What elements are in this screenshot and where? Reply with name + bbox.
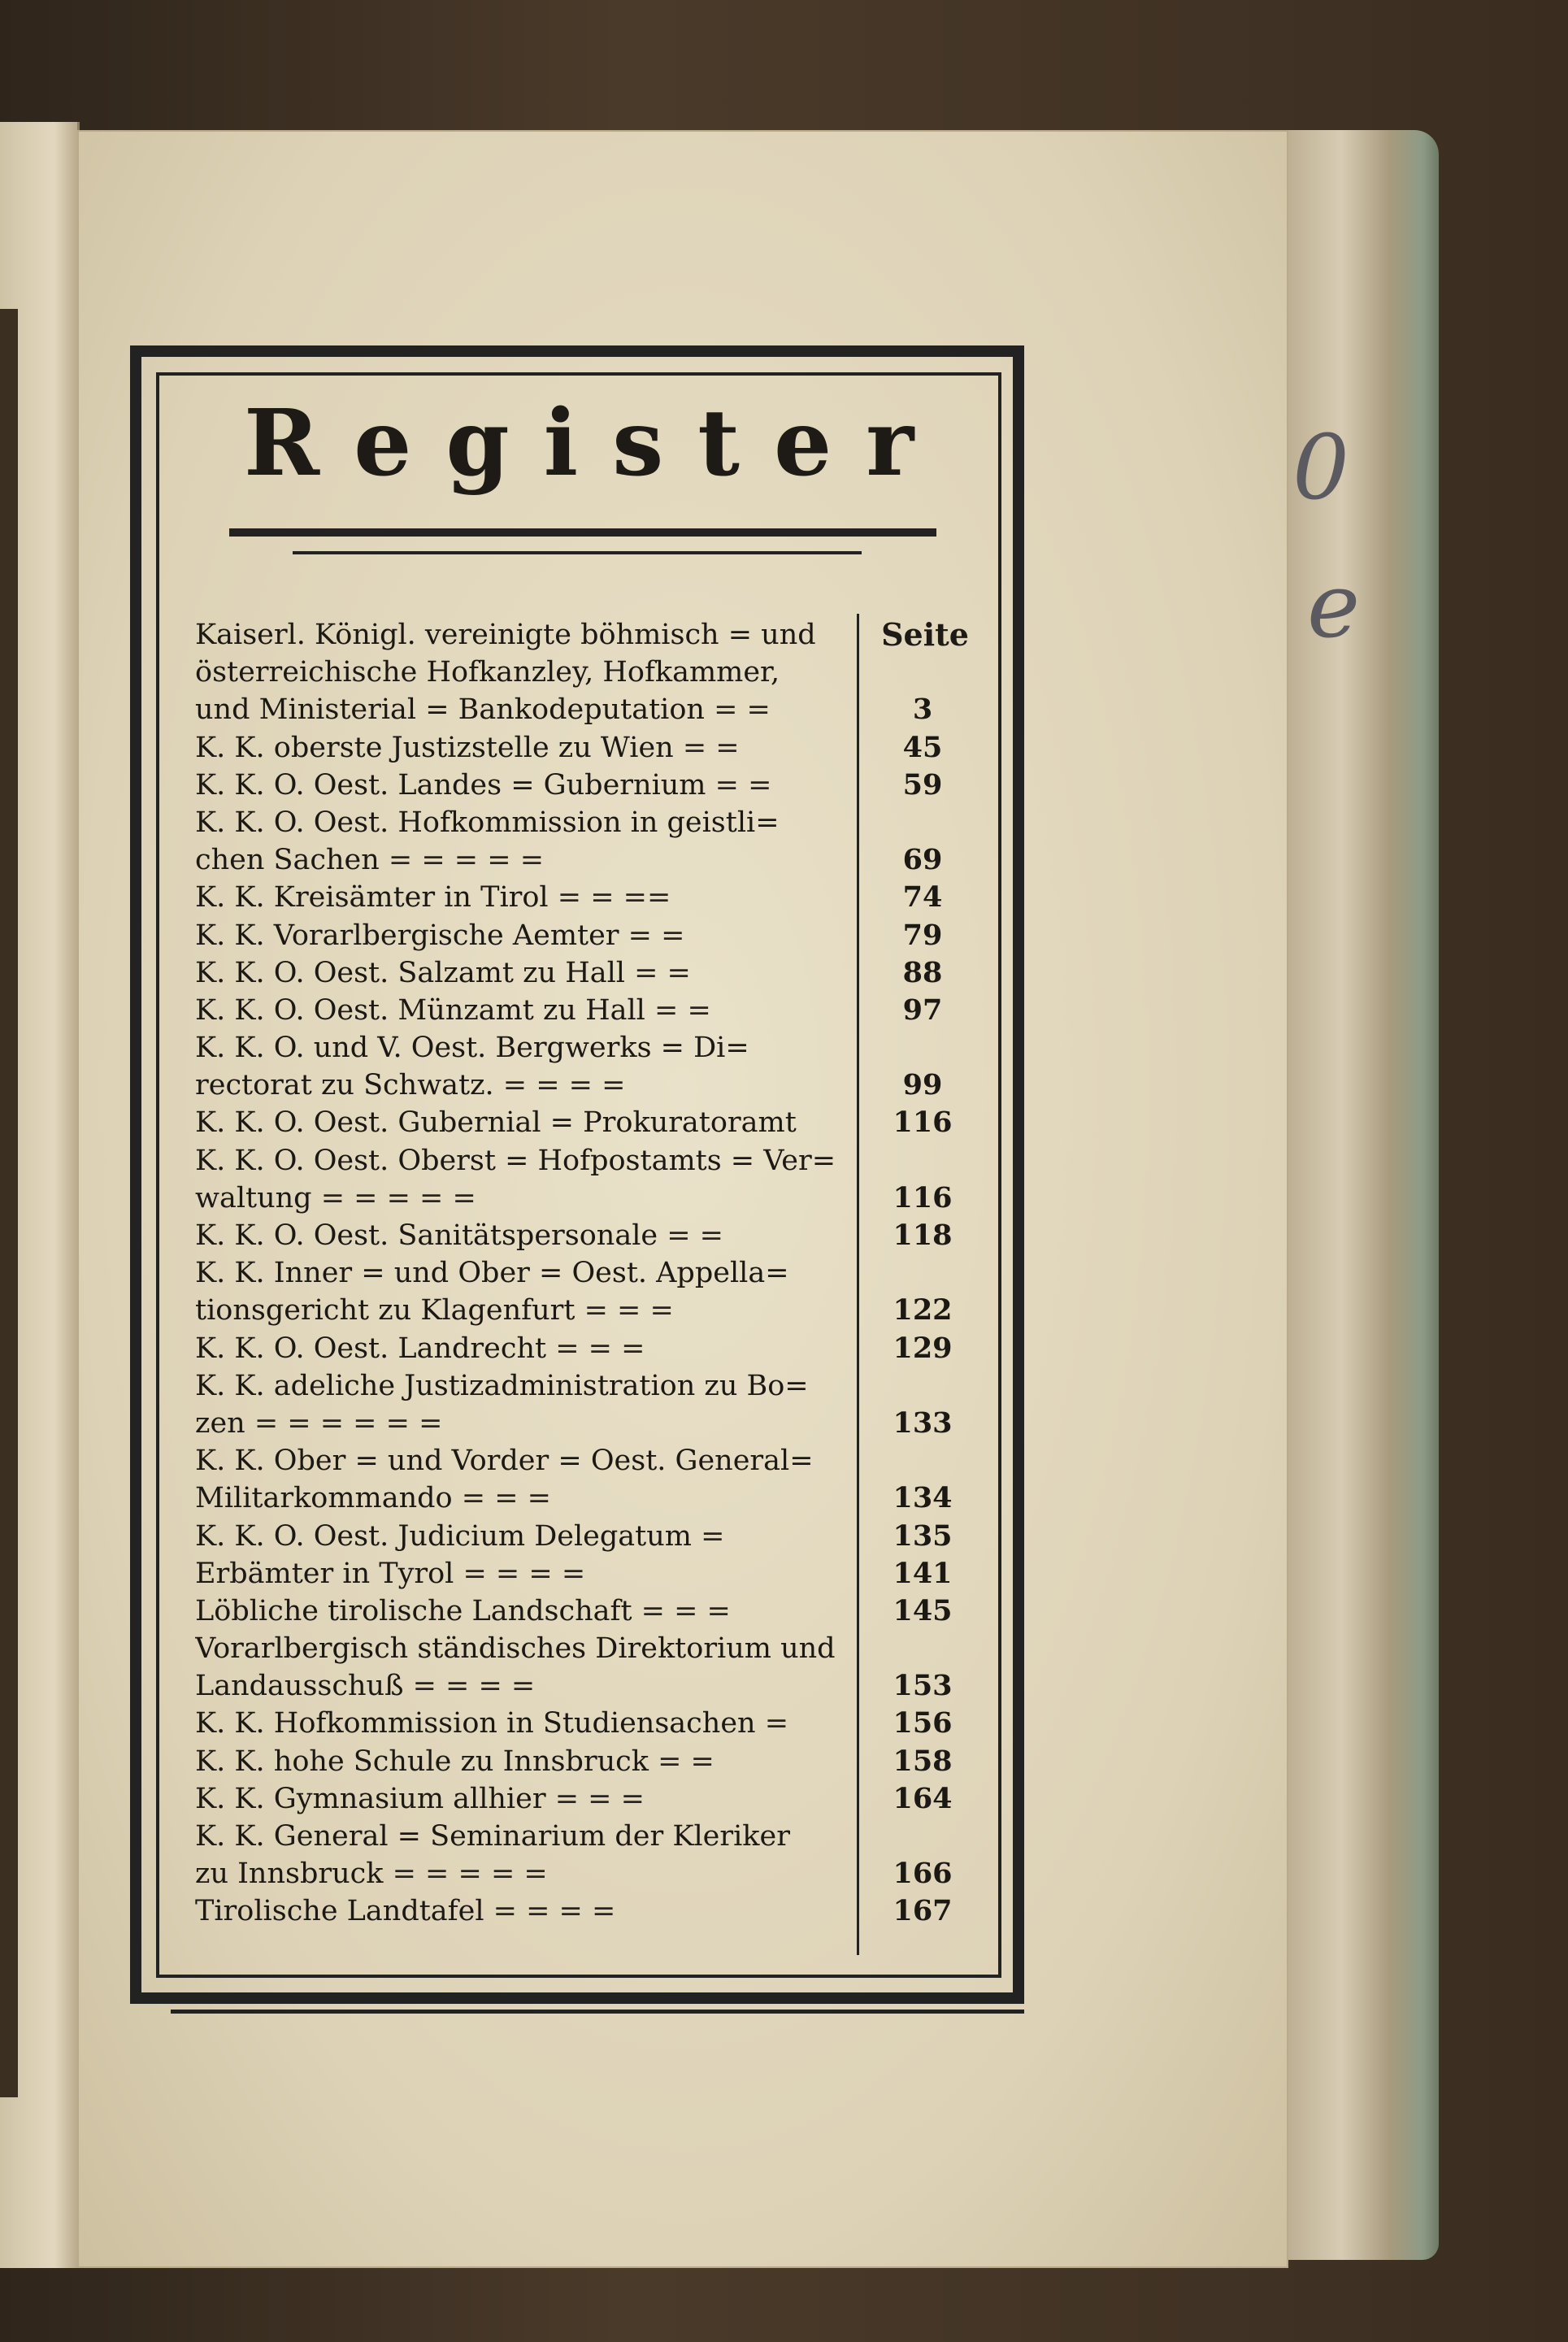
entry-leader: = (755, 1707, 789, 1740)
register-entry (195, 1518, 975, 1555)
entry-text (195, 1292, 853, 1329)
register-entry (195, 654, 975, 691)
entry-leader: = = = = (454, 1557, 586, 1590)
entry-leader: = = = = (484, 1895, 616, 1928)
entry-page-number: 158 (893, 1744, 953, 1778)
entry-label: K. K. O. Oest. Hofkommission in geistli= (195, 806, 780, 839)
entry-label: K. K. O. Oest. Salzamt zu Hall (195, 956, 625, 989)
entry-leader: = = = (546, 1332, 645, 1365)
entry-text (195, 804, 853, 841)
title-rule-thin (293, 551, 862, 554)
entry-text (195, 767, 853, 804)
register-entry (195, 616, 975, 654)
entry-label: Vorarlbergisch ständisches Direktorium und (195, 1632, 836, 1666)
entry-label: K. K. Gymnasium allhier (195, 1782, 546, 1815)
register-entry (195, 1142, 975, 1180)
register-entry (195, 1067, 975, 1104)
entry-text (195, 1480, 853, 1517)
entry-text (195, 1217, 853, 1254)
register-entry (195, 1592, 975, 1630)
entry-leader: = = = = = (383, 1858, 548, 1891)
entry-label: zen (195, 1406, 245, 1440)
entry-text (195, 1892, 853, 1930)
entry-label: K. K. Kreisämter in Tirol (195, 881, 549, 915)
entry-page-number: 116 (893, 1106, 953, 1140)
left-page-edge (0, 122, 80, 2268)
entry-text (195, 992, 853, 1029)
handwritten-marks (1292, 415, 1361, 658)
entry-label: K. K. O. Oest. Oberst = Hofpostamts = Ver= (195, 1144, 836, 1177)
entry-leader: = = = = (403, 1670, 536, 1703)
entry-page-number: 79 (902, 918, 943, 952)
entry-label: tionsgericht zu Klagenfurt (195, 1294, 576, 1327)
entry-text (195, 1780, 853, 1818)
register-entry (195, 1292, 975, 1329)
entry-page-number: 133 (893, 1406, 953, 1440)
entry-label: rectorat zu Schwatz. (195, 1069, 494, 1102)
register-entry (195, 691, 975, 728)
entry-text (195, 729, 853, 767)
entry-leader: = (691, 1519, 725, 1553)
entry-text (195, 1330, 853, 1367)
entry-text (195, 654, 853, 691)
entry-text (195, 1855, 853, 1892)
entry-text (195, 691, 853, 728)
register-entry (195, 1254, 975, 1292)
entry-label: K. K. O. Oest. Landrecht (195, 1332, 547, 1365)
page-title: Register (244, 390, 949, 497)
entry-leader: = = (673, 731, 740, 764)
entry-page-number: 167 (893, 1894, 953, 1928)
entry-text (195, 1067, 853, 1104)
entry-page-number: 45 (902, 730, 943, 764)
entry-page-number: 145 (893, 1593, 953, 1627)
entry-label: K. K. O. und V. Oest. Bergwerks = Di= (195, 1032, 749, 1065)
entry-label: K. K. adeliche Justizadministration zu Bo= (195, 1369, 809, 1402)
entry-leader: = = (619, 919, 685, 952)
register-entry (195, 1555, 975, 1592)
register-entry (195, 1480, 975, 1517)
register-entry (195, 1667, 975, 1705)
handwriting-mark-1: 0 (1292, 415, 1349, 519)
entry-label: zu Innsbruck (195, 1858, 384, 1891)
entry-text (195, 1367, 853, 1405)
entry-leader: = = = (632, 1594, 731, 1627)
register-entry (195, 1217, 975, 1254)
entry-leader: = = = (575, 1294, 674, 1327)
entry-label: K. K. O. Oest. Münzamt zu Hall (195, 993, 645, 1027)
entry-page-number: 129 (893, 1331, 953, 1365)
entry-label: Kaiserl. Königl. vereinigte böhmisch = und (195, 619, 816, 651)
entry-page-number: 88 (902, 955, 943, 989)
entry-leader: = = = = = (379, 844, 545, 877)
entry-label: Landausschuß (195, 1670, 404, 1703)
register-entry (195, 1029, 975, 1067)
entry-text (195, 1405, 853, 1442)
entry-leader: = = (706, 768, 772, 802)
register-entry (195, 917, 975, 954)
entry-leader: = = (645, 993, 711, 1027)
register-entry (195, 1180, 975, 1217)
register-entry (195, 729, 975, 767)
entry-label: K. K. O. Oest. Sanitätspersonale (195, 1219, 658, 1252)
register-entry (195, 1367, 975, 1405)
entry-text (195, 1818, 853, 1855)
entry-text (195, 1104, 853, 1141)
entry-page-number: 118 (893, 1219, 953, 1252)
entry-text (195, 954, 853, 992)
entry-leader: = = (624, 956, 691, 989)
register-entry (195, 879, 975, 916)
register-entry (195, 1405, 975, 1442)
entry-text (195, 1518, 853, 1555)
entry-text (195, 917, 853, 954)
entry-leader: = = = = = (311, 1181, 476, 1214)
entry-leader: = = == (548, 881, 671, 915)
entry-page-number: 166 (893, 1857, 953, 1891)
title-rule (229, 528, 936, 537)
entry-page-number: 153 (893, 1669, 953, 1703)
register-entry (195, 954, 975, 992)
register-entry (195, 1818, 975, 1855)
entry-label: Löbliche tirolische Landschaft (195, 1594, 632, 1627)
register-entry (195, 1855, 975, 1892)
register-entry (195, 767, 975, 804)
entry-label: K. K. Ober = und Vorder = Oest. General= (195, 1445, 814, 1478)
entry-page-number: 164 (893, 1781, 953, 1815)
entry-label: K. K. Inner = und Ober = Oest. Appella= (195, 1257, 789, 1290)
entry-label: Tirolische Landtafel (195, 1895, 484, 1928)
entry-page-number: 135 (893, 1519, 953, 1553)
register-entry (195, 804, 975, 841)
entry-label: K. K. O. Oest. Judicium Delegatum (195, 1519, 692, 1553)
entry-page-number: 99 (902, 1068, 943, 1102)
entry-page-number: 122 (893, 1293, 953, 1327)
register-entry (195, 1104, 975, 1141)
entry-label: K. K. hohe Schule zu Innsbruck (195, 1745, 649, 1778)
entry-page-number: 74 (902, 880, 943, 915)
entry-label: chen Sachen (195, 844, 380, 877)
entry-label: waltung (195, 1181, 312, 1214)
entry-page-number: 141 (893, 1556, 953, 1590)
entry-label: K. K. Hofkommission in Studiensachen (195, 1707, 756, 1740)
entry-text (195, 1180, 853, 1217)
register-entry (195, 1442, 975, 1480)
entry-text (195, 616, 853, 654)
register-entry (195, 1630, 975, 1667)
entry-page-number: 69 (902, 843, 943, 877)
register-entry (195, 1330, 975, 1367)
entry-label: K. K. oberste Justizstelle zu Wien (195, 731, 674, 764)
bottom-rule (171, 2010, 1024, 2014)
entry-leader: = = (648, 1745, 715, 1778)
entry-leader: = = = (452, 1482, 551, 1515)
register-entries (195, 616, 975, 1931)
entry-label: K. K. O. Oest. Landes = Gubernium (195, 768, 706, 802)
handwriting-mark-2: e (1307, 554, 1361, 658)
entry-text (195, 1442, 853, 1480)
entry-label: Erbämter in Tyrol (195, 1557, 454, 1590)
register-entry (195, 1780, 975, 1818)
entry-page-number: 134 (893, 1481, 953, 1515)
register-entry (195, 1705, 975, 1742)
entry-leader: = = (658, 1219, 724, 1252)
entry-text (195, 1592, 853, 1630)
entry-page-number: 59 (902, 767, 943, 802)
entry-label: Militarkommando (195, 1482, 453, 1515)
entry-label: K. K. General = Seminarium der Kleriker (195, 1820, 790, 1853)
entry-page-number: 3 (912, 693, 933, 727)
entry-text (195, 841, 853, 879)
entry-leader: = = = (545, 1782, 645, 1815)
entry-page-number: 116 (893, 1180, 953, 1214)
entry-page-number: 156 (893, 1706, 953, 1740)
entry-leader: = = = = = = (245, 1406, 443, 1440)
entry-label: und Ministerial = Bankodeputation (195, 693, 705, 727)
entry-text (195, 1254, 853, 1292)
entry-text (195, 1555, 853, 1592)
register-entry (195, 1743, 975, 1780)
entry-text (195, 1705, 853, 1742)
page-column-header: Seite (881, 616, 969, 653)
entry-text (195, 1142, 853, 1180)
register-entry (195, 992, 975, 1029)
entry-label: österreichische Hofkanzley, Hofkammer, (195, 656, 780, 689)
entry-page-number: 97 (902, 993, 943, 1027)
entry-text (195, 1029, 853, 1067)
entry-text (195, 879, 853, 916)
register-entry (195, 1892, 975, 1930)
entry-text (195, 1667, 853, 1705)
entry-text (195, 1630, 853, 1667)
entry-label: K. K. Vorarlbergische Aemter (195, 919, 619, 952)
entry-label: K. K. O. Oest. Gubernial = Prokuratoramt (195, 1106, 797, 1140)
entry-text (195, 1743, 853, 1780)
register-entry (195, 841, 975, 879)
entry-leader: = = = = (493, 1069, 626, 1102)
entry-leader: = = (704, 693, 771, 727)
